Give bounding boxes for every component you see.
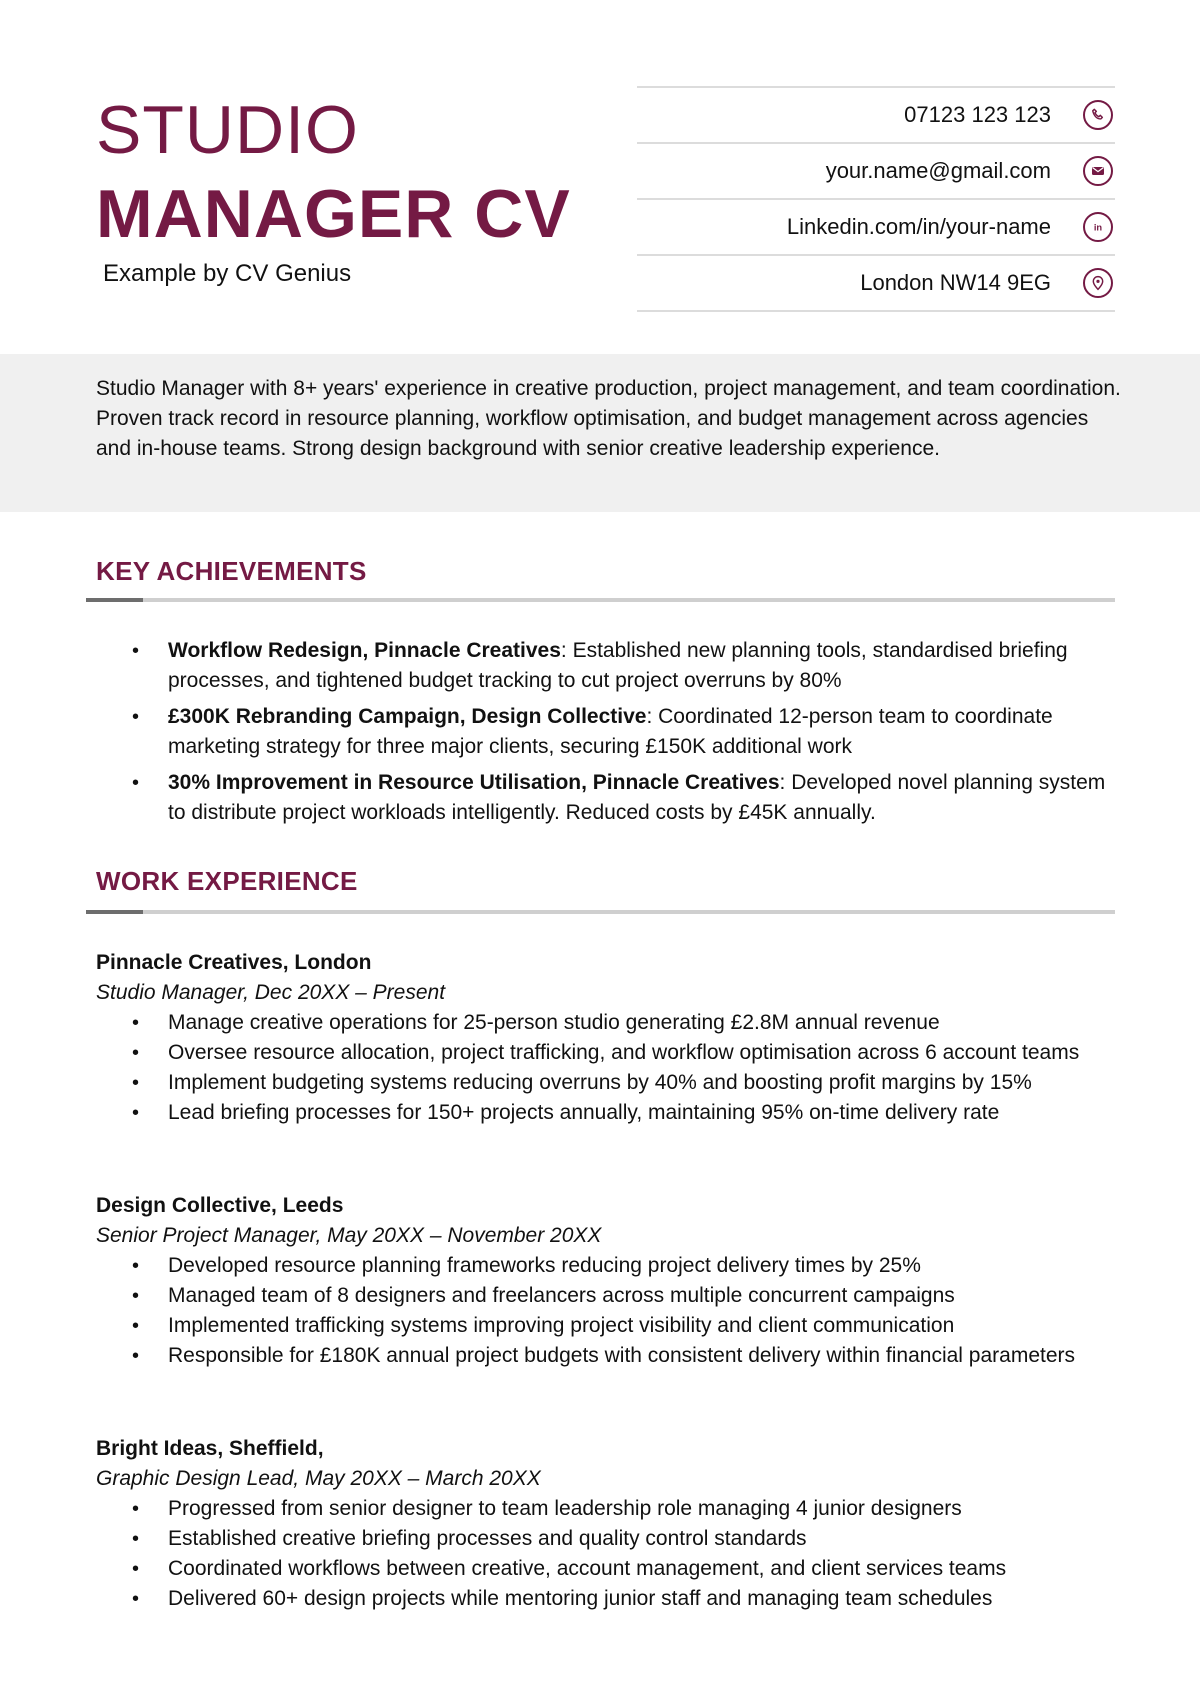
job-bullets	[96, 1494, 1126, 1614]
job-bullets	[96, 1251, 1126, 1371]
job-entry	[96, 1434, 1126, 1614]
profile-summary-band	[0, 354, 1200, 512]
contact-linkedin-text[interactable]: Linkedin.com/in/your-name	[786, 214, 1051, 239]
contact-linkedin	[637, 198, 1115, 254]
contact-list	[637, 86, 1115, 312]
cv-title-line2: MANAGER CV	[96, 176, 571, 252]
job-bullet: • Established creative briefing processes and quality control standards	[96, 1524, 1126, 1554]
job-company: Design Collective, Leeds	[96, 1194, 344, 1217]
job-bullet: • Coordinated workflows between creative, account management, and client services teams	[96, 1554, 1126, 1584]
job-bullet: • Developed resource planning frameworks reducing project delivery times by 25%	[96, 1251, 1126, 1281]
section-title-experience: WORK EXPERIENCE	[96, 866, 358, 896]
contact-email-text[interactable]: your.name@gmail.com	[825, 158, 1051, 183]
email-icon	[1083, 156, 1113, 186]
divider-accent	[86, 910, 143, 914]
achievement-title: £300K Rebranding Campaign, Design Collective	[168, 705, 647, 728]
job-bullet: • Delivered 60+ design projects while mentoring junior staff and managing team schedules	[96, 1584, 1126, 1614]
job-bullet: • Lead briefing processes for 150+ projects annually, maintaining 95% on-time delivery rate	[96, 1098, 1126, 1128]
job-bullet: • Implement budgeting systems reducing overruns by 40% and boosting profit margins by 15%	[96, 1068, 1126, 1098]
job-company: Pinnacle Creatives, London	[96, 951, 372, 974]
job-entry	[96, 948, 1126, 1128]
achievement-item	[96, 636, 1126, 696]
cv-header	[0, 0, 1200, 352]
job-company: Bright Ideas, Sheffield,	[96, 1437, 324, 1460]
section-title-achievements: KEY ACHIEVEMENTS	[96, 556, 367, 586]
svg-text:in: in	[1093, 222, 1103, 233]
location-icon	[1083, 268, 1113, 298]
linkedin-icon	[1083, 212, 1113, 242]
achievements-list	[96, 636, 1126, 834]
achievement-text: : Developed novel planning system to distribute project workloads intelligently. Reduced costs by £45K annually.	[168, 771, 1106, 824]
job-role: Studio Manager, Dec 20XX – Present	[96, 981, 446, 1004]
cv-title-line1: STUDIO	[96, 92, 359, 168]
job-bullet: • Responsible for £180K annual project budgets with consistent delivery within financial parameters	[96, 1341, 1126, 1371]
job-bullet: • Oversee resource allocation, project trafficking, and workflow optimisation across 6 account teams	[96, 1038, 1126, 1068]
job-bullet: • Implemented trafficking systems improving project visibility and client communication	[96, 1311, 1126, 1341]
job-role: Senior Project Manager, May 20XX – November 20XX	[96, 1224, 602, 1247]
job-entry	[96, 1191, 1126, 1371]
achievement-item	[96, 768, 1126, 828]
divider-accent	[86, 598, 143, 602]
achievement-text: : Coordinated 12-person team to coordinate marketing strategy for three major clients, securing £150K additional work	[168, 705, 1053, 758]
contact-email	[637, 142, 1115, 198]
achievement-item	[96, 702, 1126, 762]
job-bullet: • Manage creative operations for 25-person studio generating £2.8M annual revenue	[96, 1008, 1126, 1038]
contact-phone-text[interactable]: 07123 123 123	[904, 102, 1051, 127]
achievement-text: : Established new planning tools, standardised briefing processes, and tightened budget tracking to cut project overruns by 80%	[168, 639, 1068, 692]
cv-subtitle: Example by CV Genius	[103, 260, 352, 287]
job-bullets	[96, 1008, 1126, 1128]
achievement-title: 30% Improvement in Resource Utilisation, Pinnacle Creatives	[168, 771, 780, 794]
job-bullet: • Managed team of 8 designers and freelancers across multiple concurrent campaigns	[96, 1281, 1126, 1311]
section-divider-experience	[86, 910, 1115, 914]
contact-location	[637, 254, 1115, 312]
achievement-title: Workflow Redesign, Pinnacle Creatives	[168, 639, 561, 662]
phone-icon	[1083, 100, 1113, 130]
profile-summary: Studio Manager with 8+ years' experience in creative production, project management, and team coordination. Proven track record in resource planning, workflow optimisation, and budget management across agencies and in-house teams. Strong design background with senior creative leadership experience.	[96, 377, 1121, 460]
section-divider-achievements	[86, 598, 1115, 602]
job-role: Graphic Design Lead, May 20XX – March 20XX	[96, 1467, 541, 1490]
contact-location-text: London NW14 9EG	[860, 270, 1051, 295]
job-bullet: • Progressed from senior designer to team leadership role managing 4 junior designers	[96, 1494, 1126, 1524]
contact-phone	[637, 86, 1115, 142]
